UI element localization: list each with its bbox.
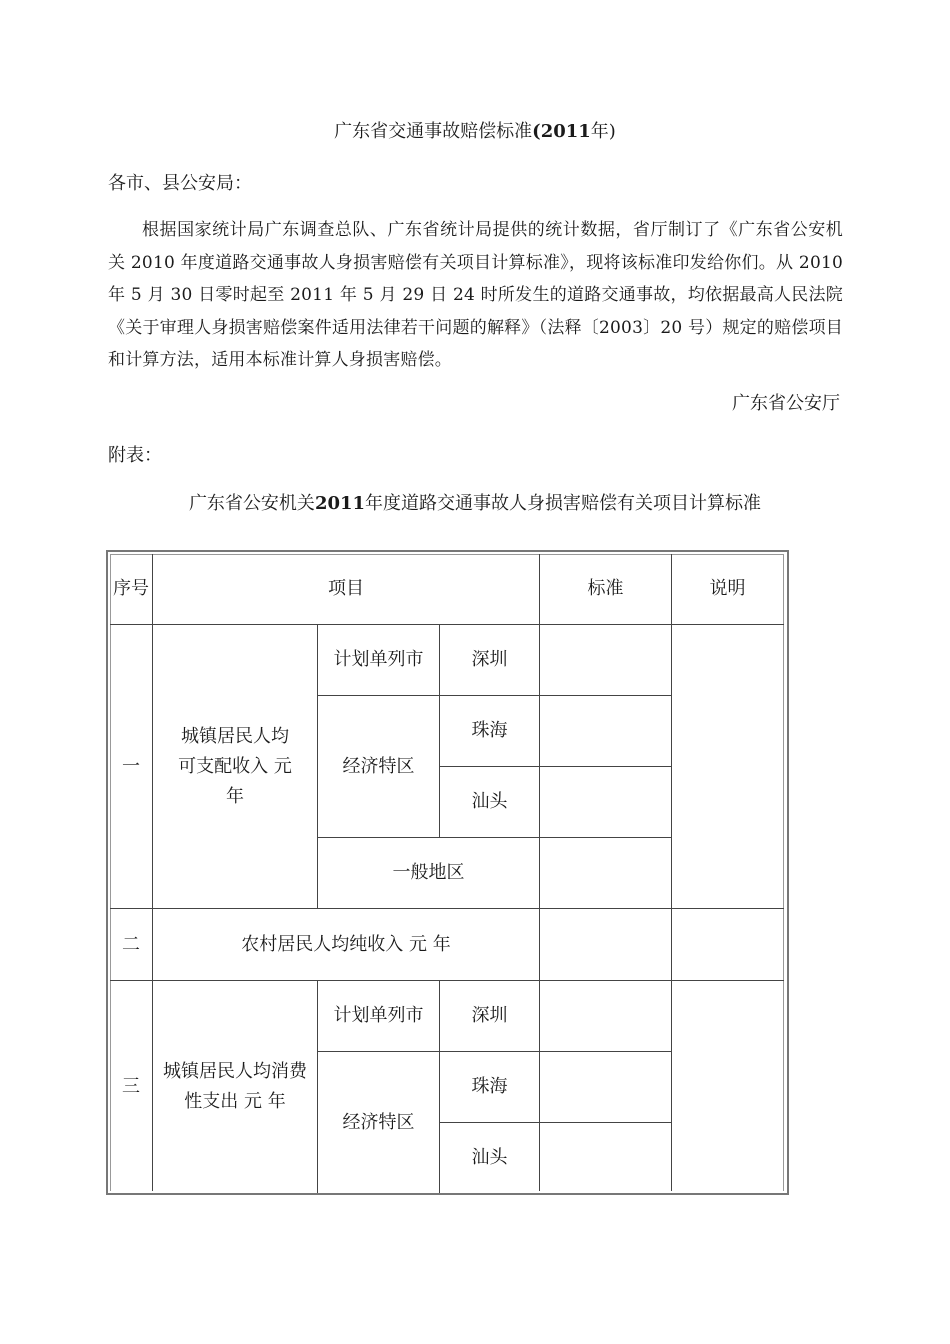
row3-city-zhuhai: 珠海 (471, 1076, 508, 1097)
row1-item-line1: 城镇居民人均 (181, 725, 289, 747)
title-year: (2011 (532, 121, 591, 142)
row1-city-shenzhen: 深圳 (471, 649, 508, 670)
row3-item (153, 981, 317, 1193)
salutation: 各市、县公安局： (108, 173, 252, 194)
document-title (0, 118, 950, 146)
row3-city-shantou: 汕头 (471, 1147, 508, 1168)
table-inner-right (783, 554, 784, 1191)
row3-city-shenzhen: 深圳 (471, 1005, 508, 1026)
title-prefix: 广东省交通事故赔偿标准 (334, 121, 533, 142)
row3-item-line2: 性支出 元 年 (184, 1091, 286, 1112)
row1-general-area: 一般地区 (392, 862, 465, 883)
title-suffix: 年) (590, 121, 616, 142)
row3-cat-plan-city: 计划单列市 (333, 1005, 424, 1026)
row3-item-line1: 城镇居民人均消费 (163, 1061, 307, 1082)
row2-item: 农村居民人均纯收入 元 年 (241, 933, 451, 955)
row1-cat-plan-city: 计划单列市 (333, 649, 424, 670)
table-title-suffix: 年度道路交通事故人身损害赔偿有关项目计算标准 (365, 493, 762, 514)
table-border-bottom (106, 1193, 789, 1195)
row3-no: 三 (122, 1076, 140, 1097)
row1-item-line2: 可支配收入 元 (178, 755, 292, 777)
standards-table (106, 550, 789, 1195)
table-border-right (787, 550, 789, 1195)
col-line-4 (539, 554, 540, 1191)
row1-city-zhuhai: 珠海 (471, 720, 508, 741)
row1-item-line3: 年 (226, 785, 244, 807)
attachment-label: 附表： (108, 445, 162, 466)
row3-cat-sez: 经济特区 (342, 1111, 415, 1133)
row1-city-shantou: 汕头 (471, 791, 508, 812)
row1-item (153, 625, 317, 908)
signature: 广东省公安厅 (732, 393, 840, 414)
row2-no: 二 (122, 933, 140, 955)
header-standard: 标准 (587, 578, 624, 599)
table-border-top (106, 550, 789, 552)
header-no: 序号 (113, 578, 149, 599)
table-title-year: 2011 (314, 493, 366, 514)
body-paragraph: 根据国家统计局广东调查总队、广东省统计局提供的统计数据，省厅制订了《广东省公安机关 2010 年度道路交通事故人身损害赔偿有关项目计算标准》，现将该标准印发给你们。从 2010 年 5 月 30 日零时起至 2011 年 5 月 29 日 24 时所发生的道路交通事故，均依据最高人民法院《关于审理人身损害赔偿案件适用法律若干问题的解释》（法释〔2003〕20 号）规定的赔偿项目和计算方法，适用本标准计算人身损害赔偿。 (108, 220, 843, 370)
header-note: 说明 (709, 578, 746, 599)
table-border-left (106, 550, 108, 1195)
table-title (0, 490, 950, 518)
row1-cat-sez: 经济特区 (342, 755, 415, 777)
header-item: 项目 (328, 578, 364, 599)
col-line-5 (671, 554, 672, 1191)
table-title-prefix: 广东省公安机关 (188, 493, 315, 514)
row1-no: 一 (122, 755, 140, 777)
